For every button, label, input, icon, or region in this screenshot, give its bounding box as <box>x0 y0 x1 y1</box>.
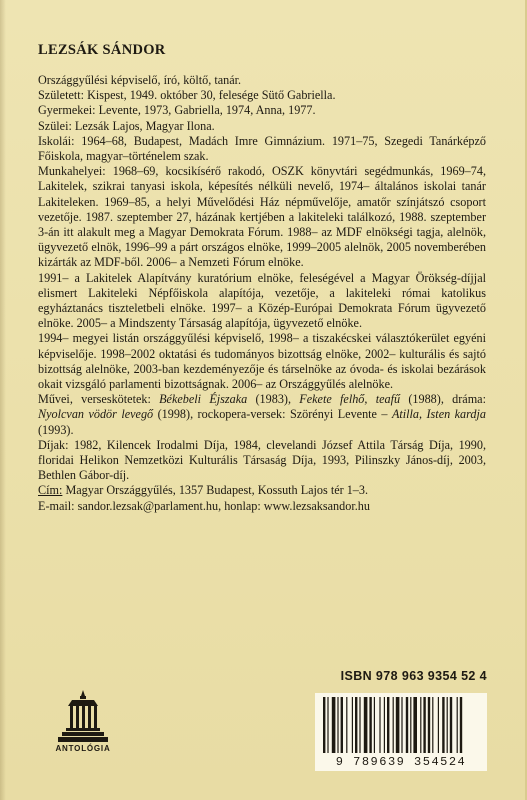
works-text: (1998), rockopera-versek: Szörényi Levente – <box>153 407 392 422</box>
spine-shadow <box>0 0 6 800</box>
author-name: LEZSÁK SÁNDOR <box>38 42 166 58</box>
bio-schools: Iskolái: 1964–68, Budapest, Madách Imre Gimnázium. 1971–75, Szegedi Tanárképző Főiskola, magyar–történelem szak. <box>38 133 486 164</box>
bio-children: Gyermekei: Levente, 1973, Gabriella, 1974, Anna, 1977. <box>38 103 316 118</box>
bio-contact: E-mail: sandor.lezsak@parlament.hu, honlap: www.lezsaksandor.hu <box>38 498 370 513</box>
isbn-number: ISBN 978 963 9354 52 4 <box>340 669 487 683</box>
bio-parents: Szülei: Lezsák Lajos, Magyar Ilona. <box>38 118 215 133</box>
works-prefix: Művei, verseskötetek: <box>38 392 160 407</box>
address-text: Magyar Országgyűlés, 1357 Budapest, Kossuth Lajos tér 1–3. <box>62 483 369 498</box>
biography-block <box>38 42 486 514</box>
bio-born: Született: Kispest, 1949. október 30, felesége Sütő Gabriella. <box>38 88 336 103</box>
address-label: Cím: <box>38 483 63 498</box>
barcode-digits: 9 789639 354524 <box>335 755 467 769</box>
works-text: (1988), dráma: <box>400 392 486 407</box>
works-text: (1983), <box>247 392 300 407</box>
publisher-logo-icon <box>58 688 108 750</box>
bio-foundation: 1991– a Lakitelek Alapítvány kuratórium elnöke, feleségével a Magyar Örökség-díjjal elismert Lakiteleki Népfőiskola alapítója, vezetője, a lakiteleki római katolikus egyháztanács tiszteletbeli elnöke. 1997– a Közép-Európai Demokrata Fórum ügyvezető elnöke. 2005– a Mindszenty Társaság alapítója, ügyvezető elnöke. <box>38 270 486 331</box>
bio-parliament: 1994– megyei listán országgyűlési képviselő, 1998– a tiszakécskei választókerület egyéni képviselője. 1998–2002 oktatási és tudományos bizottság elnöke, 2002– kulturális és sajtó bizottság alelnöke, 2003-ban kezdeményezője és társelnöke az óvoda- és iskolai bezárások okait vizsgáló parlamenti bizottságnak. 2006– az Országgyűlés alelnöke. <box>38 331 486 392</box>
work-title: Nyolcvan vödör levegő <box>38 407 154 422</box>
barcode <box>315 693 487 771</box>
work-title: Atilla, Isten kardja <box>391 407 486 422</box>
publisher-name: ANTOLÓGIA <box>55 744 111 753</box>
bio-awards: Díjak: 1982, Kilencek Irodalmi Díja, 1984, clevelandi József Attila Társág Díja, 1990, floridai Helikon Nemzetközi Kulturális Társaság Díja, 1993, Pilinszky János-díj, 2003, Bethlen Gábor-díj. <box>38 437 486 483</box>
bio-address <box>38 483 486 498</box>
bio-occupation: Országgyűlési képviselő, író, költő, tanár. <box>38 73 242 87</box>
bio-workplaces: Munkahelyei: 1968–69, kocsikísérő rakodó, OSZK könyvtári segédmunkás, 1969–74, Lakitelek, szikrai tanyasi iskola, képesítés nélküli nevelő, 1974– általános iskolai tanár Lakiteleken. 1969–85, a helyi Művelődési Ház népművelője, amatőr színjátszó csoport vezetője. 1987. szeptember 27, házának kertjében a lakiteleki találkozó, 1988. szeptember 3-án itt alakult meg a Magyar Demokrata Fórum. 1988– az MDF elnökségi tagja, alelnök, ügyvezető elnök, 1996–99 a párt országos elnöke, 1999–2005 alelnök, 2005 novemberében kizárták az MDF-ből. 2006– a Nemzeti Fórum elnöke. <box>38 164 486 270</box>
work-title: Békebeli Éjszaka <box>159 392 248 407</box>
isbn-block <box>307 669 487 691</box>
barcode-bars-icon <box>315 693 487 755</box>
bio-works <box>38 392 486 438</box>
work-title: Fekete felhő, teafű <box>299 392 401 407</box>
works-text: (1993). <box>38 422 74 437</box>
